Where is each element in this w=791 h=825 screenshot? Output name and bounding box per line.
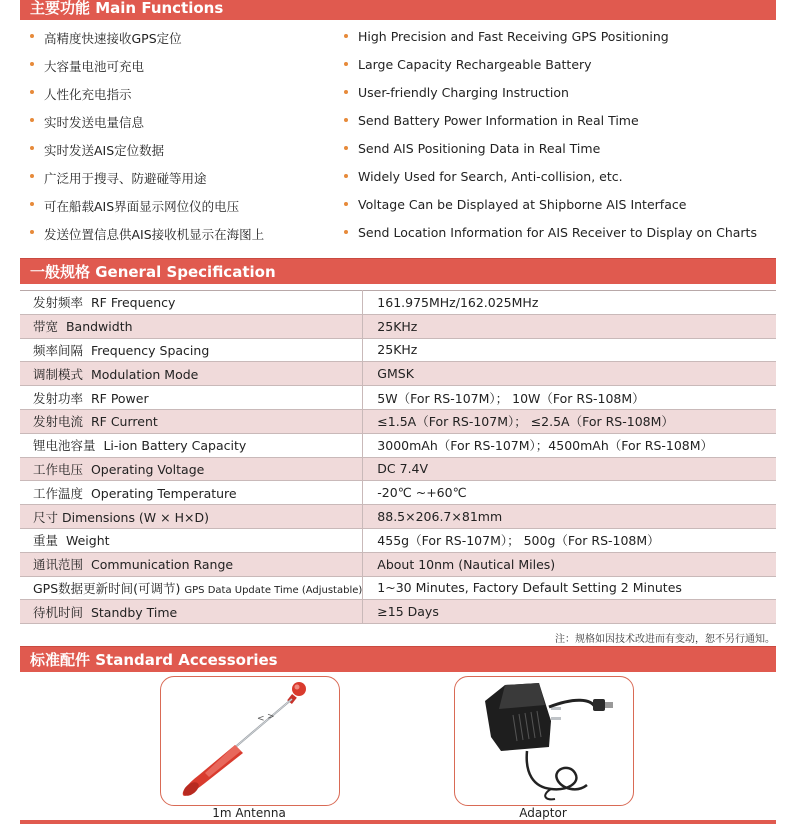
feature-item-cn: 广泛用于搜寻、防避碰等用途 — [44, 169, 207, 187]
table-row — [20, 505, 776, 529]
bullet-icon — [30, 202, 34, 206]
table-row — [20, 386, 776, 410]
bullet-icon — [344, 146, 348, 150]
spec-value: 88.5×206.7×81mm — [363, 505, 776, 529]
spec-key: 锂电池容量 Li-ion Battery Capacity — [20, 433, 363, 457]
table-row — [20, 362, 776, 386]
accessory-card-adaptor — [454, 676, 634, 806]
bullet-icon — [30, 230, 34, 234]
feature-item-cn: 高精度快速接收GPS定位 — [44, 29, 182, 47]
spec-value: 3000mAh（For RS-107M）；4500mAh（For RS-108M） — [363, 433, 776, 457]
table-row — [20, 528, 776, 552]
spec-key: 重量 Weight — [20, 528, 363, 552]
spec-value: 5W（For RS-107M）； 10W（For RS-108M） — [363, 386, 776, 410]
accessory-card-antenna — [160, 676, 340, 806]
accessory-label-antenna: 1m Antenna — [212, 806, 286, 820]
accessory-label-adaptor: Adaptor — [519, 806, 567, 820]
footer-rule — [20, 820, 776, 824]
bullet-icon — [30, 34, 34, 38]
feature-item-cn: 大容量电池可充电 — [44, 57, 144, 75]
spec-value: ≥15 Days — [363, 600, 776, 624]
feature-item-en: User-friendly Charging Instruction — [358, 85, 569, 100]
spec-key: 频率间隔 Frequency Spacing — [20, 338, 363, 362]
bullet-icon — [344, 118, 348, 122]
spec-key: 发射电流 RF Current — [20, 409, 363, 433]
spec-key: 带宽 Bandwidth — [20, 314, 363, 338]
bullet-icon — [30, 146, 34, 150]
table-row — [20, 481, 776, 505]
adaptor-icon — [455, 677, 633, 805]
spec-value: DC 7.4V — [363, 457, 776, 481]
feature-item-cn: 发送位置信息供AIS接收机显示在海图上 — [44, 225, 264, 243]
spec-value: 25KHz — [363, 314, 776, 338]
bullet-icon — [344, 174, 348, 178]
spec-value: About 10nm (Nautical Miles) — [363, 552, 776, 576]
accessories-header: 标准配件 Standard Accessories — [20, 646, 776, 672]
main-functions-header: 主要功能 Main Functions — [20, 0, 776, 20]
feature-item-en: Send AIS Positioning Data in Real Time — [358, 141, 600, 156]
svg-text:<: < — [257, 714, 265, 724]
spec-value: 455g（For RS-107M）； 500g（For RS-108M） — [363, 528, 776, 552]
spec-key: 尺寸 Dimensions (W × H×D) — [20, 505, 363, 529]
spec-key: 工作电压 Operating Voltage — [20, 457, 363, 481]
feature-item-en: Send Location Information for AIS Receiver to Display on Charts — [358, 225, 757, 240]
feature-item-en: Large Capacity Rechargeable Battery — [358, 57, 592, 72]
bullet-icon — [30, 62, 34, 66]
spec-value: 25KHz — [363, 338, 776, 362]
spec-key: GPS数据更新时间(可调节) GPS Data Update Time (Adjustable) — [20, 576, 363, 600]
table-row — [20, 552, 776, 576]
general-spec-header: 一般规格 General Specification — [20, 258, 776, 284]
table-row — [20, 291, 776, 315]
spec-key: 调制模式 Modulation Mode — [20, 362, 363, 386]
feature-item-cn: 实时发送AIS定位数据 — [44, 141, 164, 159]
spec-value: 161.975MHz/162.025MHz — [363, 291, 776, 315]
bullet-icon — [344, 230, 348, 234]
spec-key: 待机时间 Standby Time — [20, 600, 363, 624]
svg-text:>: > — [267, 712, 275, 722]
bullet-icon — [344, 90, 348, 94]
bullet-icon — [30, 118, 34, 122]
bullet-icon — [344, 202, 348, 206]
feature-item-cn: 实时发送电量信息 — [44, 113, 144, 131]
bullet-icon — [344, 62, 348, 66]
feature-item-en: Voltage Can be Displayed at Shipborne AIS Interface — [358, 197, 686, 212]
table-row — [20, 433, 776, 457]
feature-item-en: High Precision and Fast Receiving GPS Positioning — [358, 29, 669, 44]
spec-table — [20, 290, 776, 624]
spec-value: ≤1.5A（For RS-107M）； ≤2.5A（For RS-108M） — [363, 409, 776, 433]
spec-key: 通讯范围 Communication Range — [20, 552, 363, 576]
table-row — [20, 600, 776, 624]
spec-value: 1~30 Minutes, Factory Default Setting 2 Minutes — [363, 576, 776, 600]
table-row — [20, 409, 776, 433]
antenna-icon — [161, 677, 339, 805]
table-row — [20, 457, 776, 481]
spec-value: GMSK — [363, 362, 776, 386]
bullet-icon — [30, 174, 34, 178]
spec-value: -20℃ ~+60℃ — [363, 481, 776, 505]
feature-item-cn: 人性化充电指示 — [44, 85, 132, 103]
table-row — [20, 576, 776, 600]
bullet-icon — [30, 90, 34, 94]
spec-key: 工作温度 Operating Temperature — [20, 481, 363, 505]
feature-item-cn: 可在船载AIS界面显示网位仪的电压 — [44, 197, 239, 215]
table-row — [20, 338, 776, 362]
spec-key: 发射功率 RF Power — [20, 386, 363, 410]
table-row — [20, 314, 776, 338]
spec-key: 发射频率 RF Frequency — [20, 291, 363, 315]
feature-item-en: Widely Used for Search, Anti-collision, etc. — [358, 169, 623, 184]
feature-item-en: Send Battery Power Information in Real Time — [358, 113, 639, 128]
spec-note: 注：规格如因技术改进而有变动，恕不另行通知。 — [555, 634, 775, 645]
bullet-icon — [344, 34, 348, 38]
